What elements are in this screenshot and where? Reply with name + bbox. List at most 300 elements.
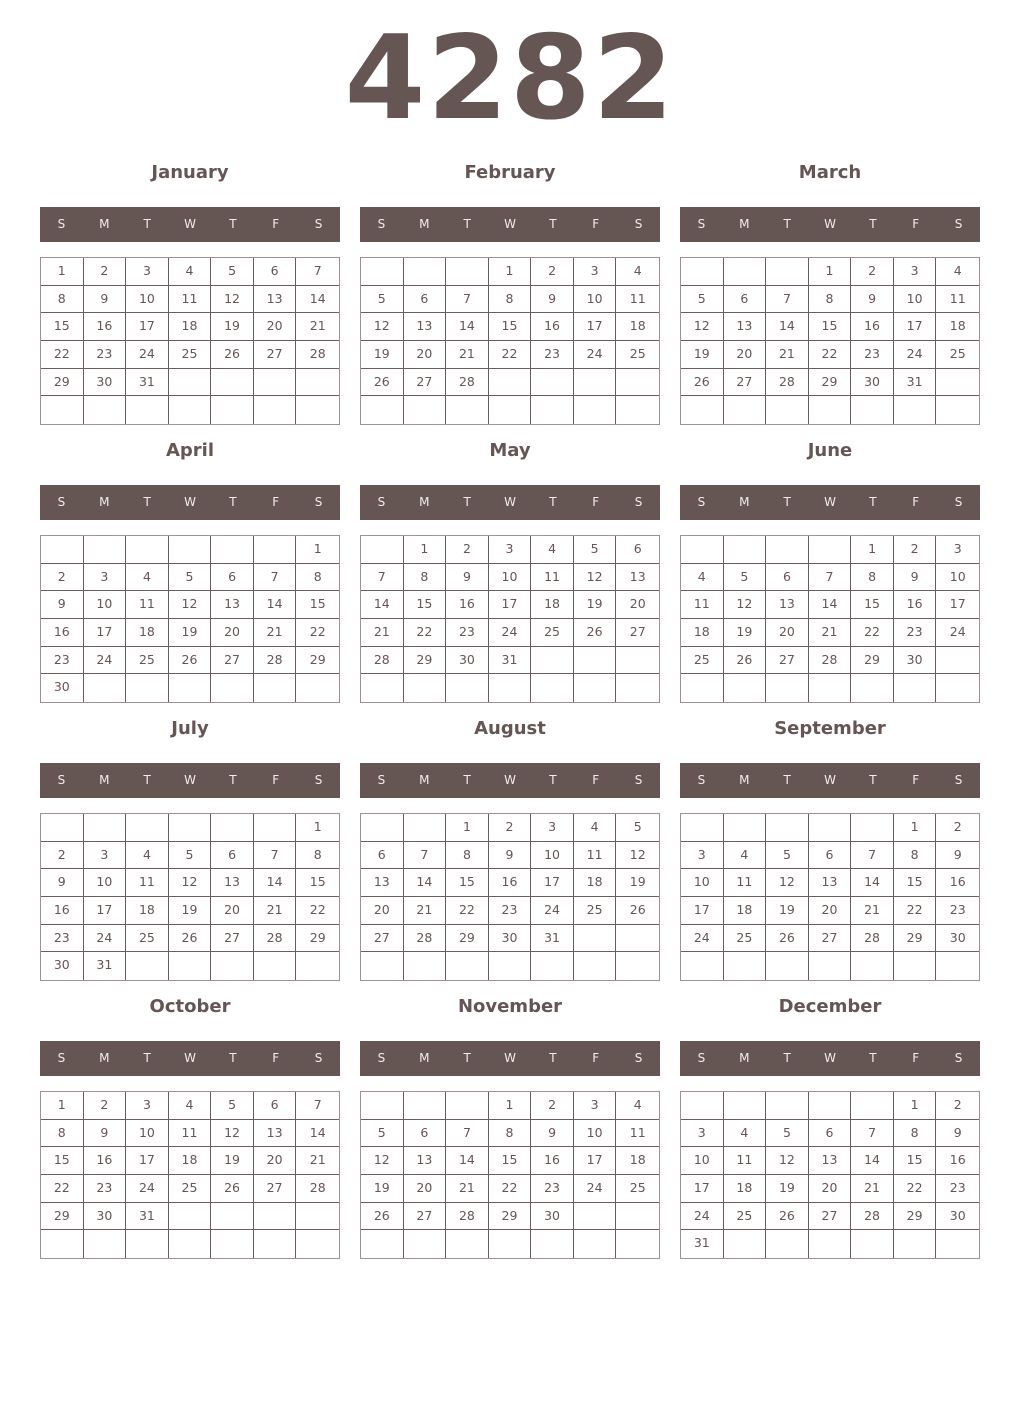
day-cell (766, 1092, 809, 1120)
day-cell (41, 814, 84, 842)
day-cell: 23 (531, 1175, 574, 1203)
day-cell (681, 952, 724, 980)
day-cell: 7 (404, 842, 447, 870)
day-cell: 28 (404, 925, 447, 953)
day-cell (766, 814, 809, 842)
day-cell: 24 (894, 341, 937, 369)
day-cell: 9 (531, 286, 574, 314)
day-cell: 27 (361, 925, 404, 953)
day-cell: 2 (84, 1092, 127, 1120)
weekday-label: F (592, 495, 600, 509)
day-cell: 24 (84, 925, 127, 953)
weekday-label: M (419, 1051, 430, 1065)
weekday-header (40, 1041, 340, 1076)
weekday-label: W (504, 495, 516, 509)
weekday-label: S (57, 1051, 66, 1065)
month-title: December (778, 996, 882, 1017)
weekday-label: S (377, 773, 386, 787)
day-cell: 7 (446, 286, 489, 314)
day-cell: 25 (574, 897, 617, 925)
day-cell: 13 (404, 1147, 447, 1175)
day-cell: 21 (254, 897, 297, 925)
day-cell: 14 (296, 1120, 339, 1148)
day-cell: 11 (169, 1120, 212, 1148)
day-cell: 19 (169, 897, 212, 925)
day-cell (616, 647, 659, 675)
day-cell: 1 (404, 536, 447, 564)
day-cell (936, 647, 979, 675)
day-cell: 1 (296, 814, 339, 842)
day-cell: 19 (169, 619, 212, 647)
weekday-label: M (419, 217, 430, 231)
day-cell: 26 (169, 925, 212, 953)
day-cell (361, 1230, 404, 1258)
day-grid (40, 1091, 340, 1259)
day-cell: 19 (681, 341, 724, 369)
day-cell: 22 (446, 897, 489, 925)
day-cell: 26 (574, 619, 617, 647)
day-cell: 13 (404, 313, 447, 341)
day-cell: 10 (489, 564, 532, 592)
day-cell: 19 (574, 591, 617, 619)
day-cell: 18 (724, 1175, 767, 1203)
day-cell: 11 (724, 869, 767, 897)
weekday-label: T (549, 495, 557, 509)
weekday-label: W (824, 217, 836, 231)
day-cell: 11 (169, 286, 212, 314)
weekday-label: T (463, 773, 471, 787)
day-cell: 25 (681, 647, 724, 675)
day-cell: 27 (616, 619, 659, 647)
day-cell: 6 (404, 286, 447, 314)
day-cell: 2 (531, 258, 574, 286)
day-cell: 25 (724, 925, 767, 953)
weekday-label: F (592, 773, 600, 787)
weekday-header (40, 485, 340, 520)
day-cell: 20 (254, 313, 297, 341)
day-cell: 25 (936, 341, 979, 369)
day-cell: 17 (126, 313, 169, 341)
day-cell (766, 396, 809, 424)
day-cell (531, 396, 574, 424)
day-cell: 18 (724, 897, 767, 925)
day-cell: 17 (574, 1147, 617, 1175)
day-cell: 12 (766, 1147, 809, 1175)
day-cell: 22 (894, 897, 937, 925)
day-cell: 6 (254, 1092, 297, 1120)
day-cell: 18 (681, 619, 724, 647)
day-cell (446, 396, 489, 424)
day-cell (211, 1203, 254, 1231)
day-cell: 22 (489, 341, 532, 369)
day-cell: 27 (766, 647, 809, 675)
day-cell: 10 (531, 842, 574, 870)
day-cell: 17 (84, 619, 127, 647)
day-cell (616, 369, 659, 397)
day-cell: 31 (126, 1203, 169, 1231)
day-cell (936, 952, 979, 980)
day-cell: 3 (84, 842, 127, 870)
weekday-label: W (824, 773, 836, 787)
day-cell: 14 (766, 313, 809, 341)
day-cell: 27 (211, 925, 254, 953)
day-cell: 1 (446, 814, 489, 842)
day-cell: 27 (724, 369, 767, 397)
day-cell (531, 369, 574, 397)
day-cell (41, 1230, 84, 1258)
day-cell: 19 (211, 313, 254, 341)
day-cell (894, 674, 937, 702)
day-cell: 3 (936, 536, 979, 564)
day-cell (724, 536, 767, 564)
day-cell (404, 258, 447, 286)
day-cell: 29 (894, 1203, 937, 1231)
day-cell: 19 (361, 341, 404, 369)
day-cell (681, 674, 724, 702)
day-cell: 16 (936, 1147, 979, 1175)
day-cell: 4 (616, 258, 659, 286)
day-cell: 27 (254, 341, 297, 369)
weekday-label: S (634, 217, 643, 231)
day-cell: 3 (531, 814, 574, 842)
day-cell (84, 1230, 127, 1258)
month-title: January (151, 162, 229, 183)
day-cell: 13 (724, 313, 767, 341)
month-title: February (464, 162, 556, 183)
day-cell: 8 (894, 842, 937, 870)
weekday-label: M (739, 773, 750, 787)
weekday-header (680, 207, 980, 242)
day-cell (446, 1230, 489, 1258)
day-cell: 27 (404, 1203, 447, 1231)
day-cell: 10 (681, 869, 724, 897)
day-cell: 18 (126, 897, 169, 925)
day-cell: 2 (936, 1092, 979, 1120)
day-cell (446, 1092, 489, 1120)
day-cell (296, 1230, 339, 1258)
day-cell: 10 (574, 1120, 617, 1148)
day-cell: 29 (851, 647, 894, 675)
day-cell: 24 (84, 647, 127, 675)
day-cell: 28 (446, 1203, 489, 1231)
day-cell: 12 (169, 869, 212, 897)
day-cell (894, 1230, 937, 1258)
day-cell: 28 (851, 925, 894, 953)
day-cell: 8 (489, 1120, 532, 1148)
weekday-label: S (954, 1051, 963, 1065)
day-cell: 17 (126, 1147, 169, 1175)
weekday-label: T (463, 495, 471, 509)
day-cell: 8 (296, 842, 339, 870)
day-cell (489, 396, 532, 424)
weekday-label: T (783, 495, 791, 509)
day-cell (489, 952, 532, 980)
day-cell (404, 674, 447, 702)
day-cell: 22 (296, 619, 339, 647)
day-cell: 13 (211, 869, 254, 897)
day-cell: 30 (446, 647, 489, 675)
day-grid (40, 813, 340, 981)
weekday-label: W (184, 1051, 196, 1065)
weekday-label: F (272, 217, 280, 231)
day-cell: 2 (531, 1092, 574, 1120)
day-cell (489, 369, 532, 397)
day-cell: 15 (296, 869, 339, 897)
day-cell: 6 (766, 564, 809, 592)
day-cell (724, 1230, 767, 1258)
day-cell: 4 (724, 842, 767, 870)
day-cell: 7 (254, 564, 297, 592)
weekday-label: W (184, 495, 196, 509)
day-cell: 28 (361, 647, 404, 675)
day-cell: 5 (766, 1120, 809, 1148)
day-cell: 9 (489, 842, 532, 870)
day-grid (360, 1091, 660, 1259)
month-title: August (474, 718, 546, 739)
weekday-label: T (869, 495, 877, 509)
month-title: March (798, 162, 862, 183)
day-grid (360, 257, 660, 425)
day-cell: 8 (851, 564, 894, 592)
day-cell (254, 369, 297, 397)
day-cell: 22 (41, 1175, 84, 1203)
day-cell: 10 (681, 1147, 724, 1175)
day-cell: 9 (894, 564, 937, 592)
day-cell (851, 396, 894, 424)
day-cell: 14 (296, 286, 339, 314)
day-cell: 29 (894, 925, 937, 953)
day-cell: 10 (936, 564, 979, 592)
day-cell: 3 (681, 1120, 724, 1148)
day-cell: 28 (446, 369, 489, 397)
weekday-label: S (697, 495, 706, 509)
day-cell: 12 (211, 1120, 254, 1148)
day-cell: 24 (574, 1175, 617, 1203)
day-cell (616, 925, 659, 953)
day-cell: 27 (404, 369, 447, 397)
day-cell: 8 (809, 286, 852, 314)
day-cell: 2 (489, 814, 532, 842)
day-cell: 23 (894, 619, 937, 647)
day-cell: 29 (489, 1203, 532, 1231)
weekday-label: M (739, 495, 750, 509)
day-cell (894, 396, 937, 424)
day-cell: 22 (296, 897, 339, 925)
weekday-label: T (783, 773, 791, 787)
day-cell: 19 (211, 1147, 254, 1175)
day-cell: 18 (126, 619, 169, 647)
day-cell: 26 (211, 341, 254, 369)
day-cell: 24 (126, 341, 169, 369)
weekday-label: T (463, 1051, 471, 1065)
day-cell: 21 (296, 1147, 339, 1175)
weekday-header (680, 485, 980, 520)
weekday-label: T (783, 217, 791, 231)
day-cell: 28 (254, 925, 297, 953)
day-cell: 5 (766, 842, 809, 870)
day-cell (296, 674, 339, 702)
day-cell: 20 (616, 591, 659, 619)
day-cell: 25 (616, 341, 659, 369)
day-cell (126, 396, 169, 424)
day-cell: 27 (211, 647, 254, 675)
day-cell (126, 952, 169, 980)
day-cell: 12 (681, 313, 724, 341)
weekday-label: F (272, 773, 280, 787)
day-cell: 7 (296, 1092, 339, 1120)
day-cell: 9 (936, 1120, 979, 1148)
weekday-label: S (314, 217, 323, 231)
day-cell: 1 (41, 258, 84, 286)
day-cell: 27 (809, 925, 852, 953)
day-cell: 22 (809, 341, 852, 369)
day-cell: 26 (169, 647, 212, 675)
day-cell: 8 (296, 564, 339, 592)
day-cell: 18 (531, 591, 574, 619)
day-cell (724, 814, 767, 842)
day-cell: 18 (616, 1147, 659, 1175)
day-cell: 21 (446, 1175, 489, 1203)
day-cell (531, 952, 574, 980)
weekday-header (40, 763, 340, 798)
weekday-label: W (504, 773, 516, 787)
day-cell: 6 (361, 842, 404, 870)
day-cell (361, 814, 404, 842)
day-cell (404, 396, 447, 424)
day-cell: 8 (41, 286, 84, 314)
day-cell (489, 1230, 532, 1258)
weekday-label: W (184, 773, 196, 787)
day-cell: 24 (574, 341, 617, 369)
weekday-label: S (954, 217, 963, 231)
day-cell: 12 (211, 286, 254, 314)
day-cell (446, 258, 489, 286)
day-cell: 8 (894, 1120, 937, 1148)
year-title: 4282 (344, 11, 676, 146)
day-cell (296, 1203, 339, 1231)
day-cell: 20 (254, 1147, 297, 1175)
day-cell: 6 (211, 842, 254, 870)
day-cell: 2 (936, 814, 979, 842)
day-cell: 15 (489, 1147, 532, 1175)
day-cell (211, 396, 254, 424)
day-cell: 31 (84, 952, 127, 980)
day-cell (574, 925, 617, 953)
day-cell (724, 1092, 767, 1120)
day-cell: 21 (851, 897, 894, 925)
day-cell: 20 (766, 619, 809, 647)
weekday-label: F (912, 495, 920, 509)
day-cell: 16 (446, 591, 489, 619)
day-cell: 21 (404, 897, 447, 925)
day-cell: 13 (211, 591, 254, 619)
day-cell (254, 536, 297, 564)
day-cell: 2 (41, 842, 84, 870)
day-cell: 2 (851, 258, 894, 286)
day-cell (169, 536, 212, 564)
weekday-label: W (824, 495, 836, 509)
weekday-label: S (57, 217, 66, 231)
day-cell: 10 (84, 869, 127, 897)
weekday-header (680, 1041, 980, 1076)
day-cell: 1 (894, 814, 937, 842)
day-cell: 13 (254, 1120, 297, 1148)
day-cell: 17 (574, 313, 617, 341)
weekday-label: M (99, 495, 110, 509)
day-cell: 15 (894, 869, 937, 897)
day-cell (446, 952, 489, 980)
day-cell: 18 (616, 313, 659, 341)
day-cell: 23 (936, 897, 979, 925)
weekday-header (360, 485, 660, 520)
day-cell: 21 (296, 313, 339, 341)
day-cell: 22 (41, 341, 84, 369)
day-cell: 4 (169, 1092, 212, 1120)
day-cell: 17 (681, 1175, 724, 1203)
weekday-label: S (954, 495, 963, 509)
day-grid (40, 257, 340, 425)
weekday-label: T (869, 1051, 877, 1065)
day-cell (361, 536, 404, 564)
day-cell (616, 1230, 659, 1258)
day-cell (41, 536, 84, 564)
day-cell: 26 (724, 647, 767, 675)
day-cell: 15 (809, 313, 852, 341)
day-cell (84, 396, 127, 424)
weekday-label: W (184, 217, 196, 231)
day-cell: 18 (169, 1147, 212, 1175)
day-cell: 24 (489, 619, 532, 647)
day-cell (361, 258, 404, 286)
day-cell: 30 (894, 647, 937, 675)
day-cell: 15 (404, 591, 447, 619)
day-cell: 20 (211, 897, 254, 925)
day-cell (936, 369, 979, 397)
day-cell: 29 (446, 925, 489, 953)
weekday-label: T (463, 217, 471, 231)
day-cell: 13 (809, 1147, 852, 1175)
day-cell: 1 (296, 536, 339, 564)
day-cell (84, 536, 127, 564)
day-cell: 11 (681, 591, 724, 619)
day-cell: 9 (851, 286, 894, 314)
day-cell: 19 (724, 619, 767, 647)
day-cell: 26 (211, 1175, 254, 1203)
weekday-label: S (634, 1051, 643, 1065)
day-cell (84, 814, 127, 842)
day-cell: 31 (126, 369, 169, 397)
day-cell: 12 (616, 842, 659, 870)
day-cell (616, 396, 659, 424)
day-cell: 3 (681, 842, 724, 870)
day-cell: 16 (489, 869, 532, 897)
day-cell: 17 (936, 591, 979, 619)
day-cell: 6 (724, 286, 767, 314)
day-cell: 25 (169, 1175, 212, 1203)
day-cell (296, 396, 339, 424)
day-cell: 16 (84, 313, 127, 341)
day-cell: 1 (489, 1092, 532, 1120)
day-cell: 11 (724, 1147, 767, 1175)
day-cell (574, 647, 617, 675)
day-cell: 26 (361, 1203, 404, 1231)
day-cell: 4 (574, 814, 617, 842)
day-cell (681, 396, 724, 424)
day-cell: 30 (531, 1203, 574, 1231)
day-cell: 12 (361, 313, 404, 341)
day-cell: 9 (84, 286, 127, 314)
day-cell (254, 396, 297, 424)
